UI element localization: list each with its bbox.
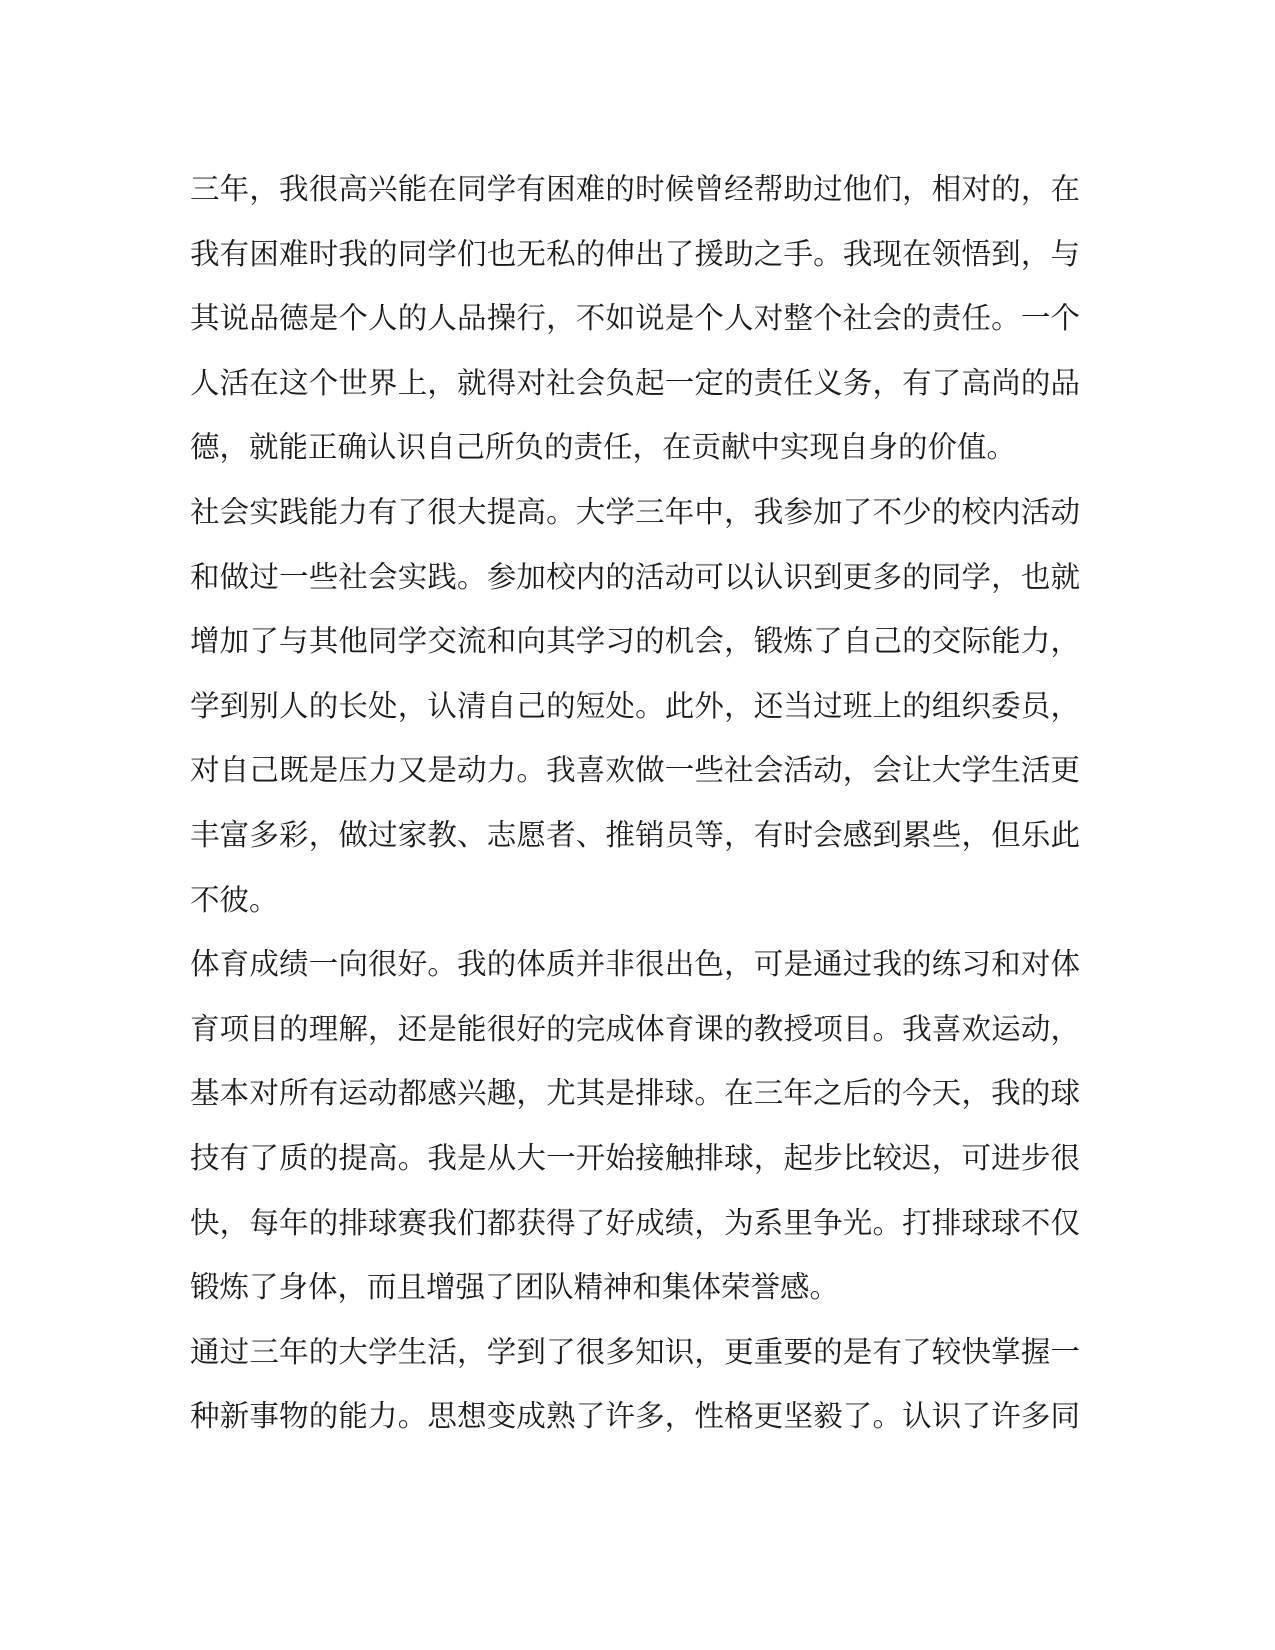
text-line: 快，每年的排球赛我们都获得了好成绩，为系里争光。打排球球不仅 (190, 1205, 1080, 1240)
text-line: 社会实践能力有了很大提高。大学三年中，我参加了不少的校内活动 (190, 494, 1080, 529)
text-line: 技有了质的提高。我是从大一开始接触排球，起步比较迟，可进步很 (190, 1140, 1080, 1175)
text-line: 学到别人的长处，认清自己的短处。此外，还当过班上的组织委员， (190, 688, 1080, 723)
text-line: 通过三年的大学生活，学到了很多知识，更重要的是有了较快掌握一 (190, 1334, 1080, 1369)
text-line: 我有困难时我的同学们也无私的伸出了援助之手。我现在领悟到，与 (190, 236, 1080, 271)
text-line: 不彼。 (190, 882, 279, 917)
text-line: 种新事物的能力。思想变成熟了许多，性格更坚毅了。认识了许多同 (190, 1399, 1080, 1434)
document-body (190, 157, 1080, 1449)
text-line: 增加了与其他同学交流和向其学习的机会，锻炼了自己的交际能力， (190, 624, 1080, 659)
text-line: 德，就能正确认识自己所负的责任，在贡献中实现自身的价值。 (190, 430, 1017, 465)
text-line: 三年，我很高兴能在同学有困难的时候曾经帮助过他们，相对的，在 (190, 172, 1080, 206)
text-line: 和做过一些社会实践。参加校内的活动可以认识到更多的同学，也就 (190, 559, 1080, 594)
text-line: 对自己既是压力又是动力。我喜欢做一些社会活动，会让大学生活更 (190, 753, 1080, 788)
text-line: 人活在这个世界上，就得对社会负起一定的责任义务，有了高尚的品 (190, 365, 1080, 400)
text-line: 其说品德是个人的人品操行，不如说是个人对整个社会的责任。一个 (190, 301, 1080, 336)
text-line: 丰富多彩，做过家教、志愿者、推销员等，有时会感到累些，但乐此 (190, 817, 1080, 852)
text-line: 基本对所有运动都感兴趣，尤其是排球。在三年之后的今天，我的球 (190, 1076, 1080, 1111)
text-line: 锻炼了身体，而且增强了团队精神和集体荣誉感。 (190, 1270, 840, 1305)
text-line: 育项目的理解，还是能很好的完成体育课的教授项目。我喜欢运动， (190, 1011, 1080, 1046)
text-line: 体育成绩一向很好。我的体质并非很出色，可是通过我的练习和对体 (190, 947, 1080, 982)
